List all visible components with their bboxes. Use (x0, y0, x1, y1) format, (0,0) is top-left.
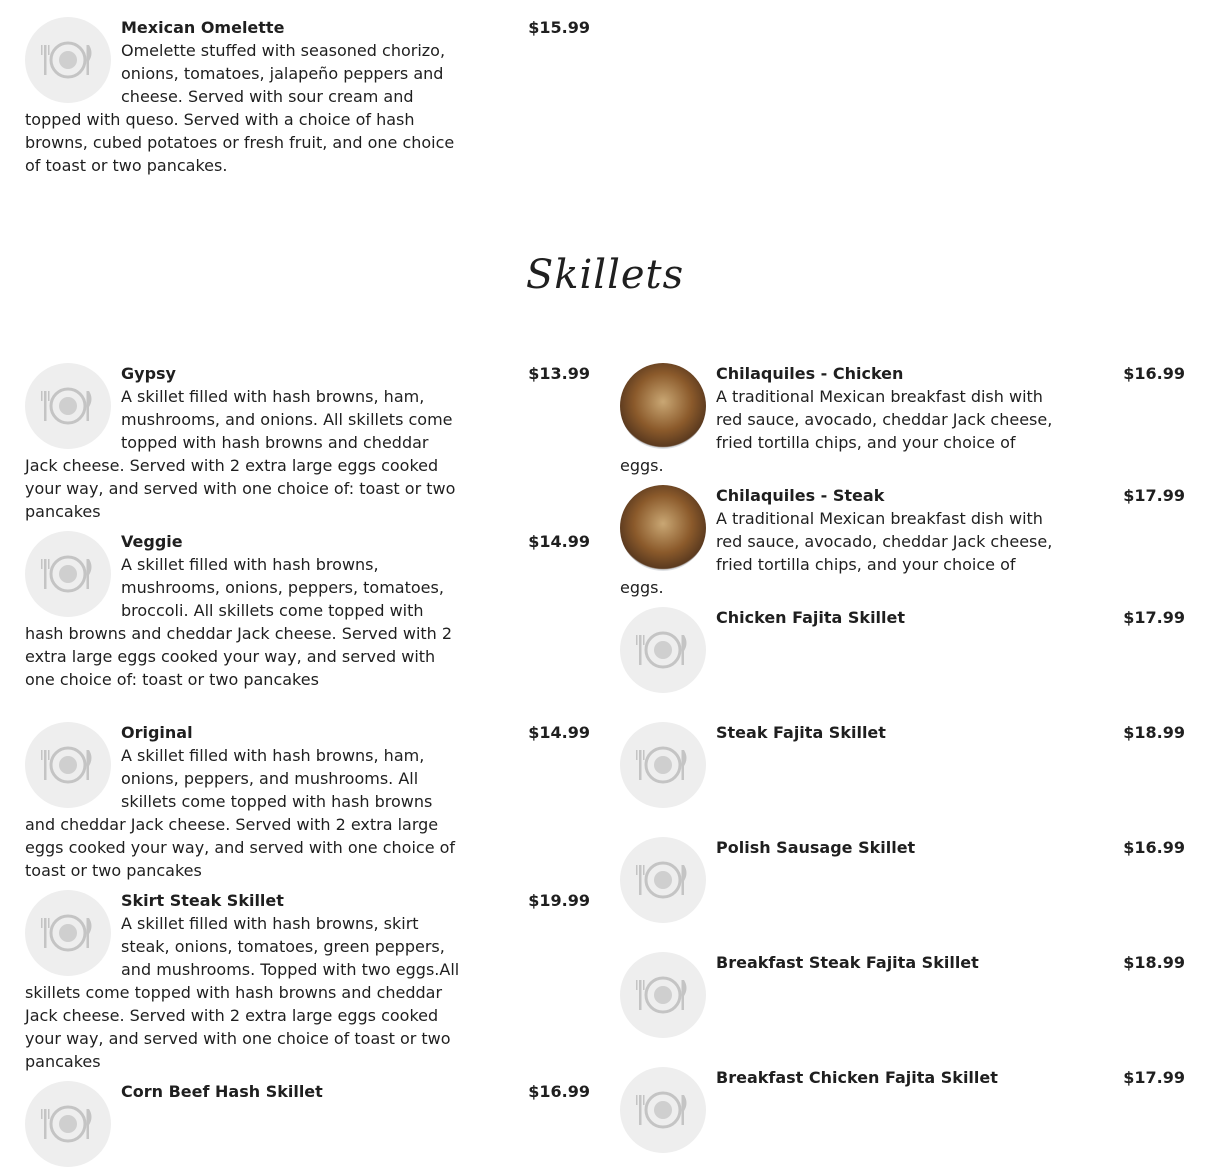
item-name: Gypsy (121, 364, 176, 383)
item-description: A traditional Mexican breakfast dish with red sauce, avocado, cheddar Jack cheese, fried tortilla chips, and your choice of eggs. (620, 387, 1053, 475)
menu-item[interactable] (620, 722, 1185, 808)
item-name: Breakfast Steak Fajita Skillet (716, 953, 979, 972)
item-name: Chicken Fajita Skillet (716, 608, 906, 627)
item-price: $17.99 (1123, 486, 1185, 505)
menu-item[interactable] (620, 485, 1185, 599)
item-name: Skirt Steak Skillet (121, 891, 284, 910)
item-price: $18.99 (1123, 953, 1185, 972)
plate-utensils-icon (25, 531, 111, 617)
item-name: Mexican Omelette (121, 18, 285, 37)
menu-item[interactable] (620, 1067, 1185, 1153)
item-price: $17.99 (1123, 1068, 1185, 1087)
item-description: A skillet filled with hash browns, mushrooms, onions, peppers, tomatoes, broccoli. All skillets come topped with hash browns and cheddar Jack cheese. Served with 2 extra large eggs cooked your way, and served with one choice of: toast or two pancakes (25, 555, 453, 689)
menu-item[interactable] (620, 837, 1185, 923)
plate-utensils-icon (25, 17, 111, 103)
item-description: A skillet filled with hash browns, ham, onions, peppers, and mushrooms. All skillets come topped with hash browns and cheddar Jack cheese. Served with 2 extra large eggs cooked your way, and served with one choice of toast or two pancakes (25, 746, 456, 880)
item-description: Omelette stuffed with seasoned chorizo, onions, tomatoes, jalapeño peppers and cheese. Served with sour cream and topped with queso. Served with a choice of hash browns, cubed potatoes or fresh fruit, and one choice of toast or two pancakes. (25, 41, 455, 175)
menu-item[interactable] (25, 722, 590, 882)
plate-utensils-icon (620, 607, 706, 693)
section-title: Skillets (525, 252, 685, 298)
item-price: $15.99 (528, 18, 590, 37)
item-price: $19.99 (528, 891, 590, 910)
item-price: $17.99 (1123, 608, 1185, 627)
menu-item[interactable] (25, 531, 590, 691)
item-price: $16.99 (1123, 838, 1185, 857)
menu-item[interactable] (25, 890, 590, 1073)
plate-utensils-icon (620, 952, 706, 1038)
item-price: $14.99 (528, 723, 590, 742)
plate-utensils-icon (620, 722, 706, 808)
plate-utensils-icon (25, 363, 111, 449)
item-name: Steak Fajita Skillet (716, 723, 886, 742)
food-photo (620, 363, 706, 449)
food-photo (620, 485, 706, 571)
item-price: $16.99 (528, 1082, 590, 1101)
item-name: Polish Sausage Skillet (716, 838, 916, 857)
menu-item[interactable] (620, 607, 1185, 693)
item-name: Chilaquiles - Chicken (716, 364, 904, 383)
plate-utensils-icon (25, 1081, 111, 1167)
item-price: $16.99 (1123, 364, 1185, 383)
item-price: $13.99 (528, 364, 590, 383)
item-name: Breakfast Chicken Fajita Skillet (716, 1068, 998, 1087)
plate-utensils-icon (620, 1067, 706, 1153)
item-price: $14.99 (528, 532, 590, 551)
item-name: Original (121, 723, 193, 742)
item-description: A traditional Mexican breakfast dish with red sauce, avocado, cheddar Jack cheese, fried tortilla chips, and your choice of eggs. (620, 509, 1053, 597)
menu-item[interactable] (25, 1081, 590, 1167)
plate-utensils-icon (25, 722, 111, 808)
menu-item[interactable] (25, 17, 590, 177)
item-name: Corn Beef Hash Skillet (121, 1082, 323, 1101)
menu-item[interactable] (620, 952, 1185, 1038)
plate-utensils-icon (620, 837, 706, 923)
menu-item[interactable] (25, 363, 590, 523)
item-price: $18.99 (1123, 723, 1185, 742)
item-description: A skillet filled with hash browns, ham, mushrooms, and onions. All skillets come topped with hash browns and cheddar Jack cheese. Served with 2 extra large eggs cooked your way, and served with one choice of: toast or two pancakes (25, 387, 456, 521)
menu-item[interactable] (620, 363, 1185, 477)
plate-utensils-icon (25, 890, 111, 976)
item-name: Veggie (121, 532, 183, 551)
item-description: A skillet filled with hash browns, skirt steak, onions, tomatoes, green peppers, and mushrooms. Topped with two eggs.All skillets come topped with hash browns and cheddar Jack cheese. Served with 2 extra large eggs cooked your way, and served with one choice of toast or two pancakes (25, 914, 460, 1071)
item-name: Chilaquiles - Steak (716, 486, 885, 505)
